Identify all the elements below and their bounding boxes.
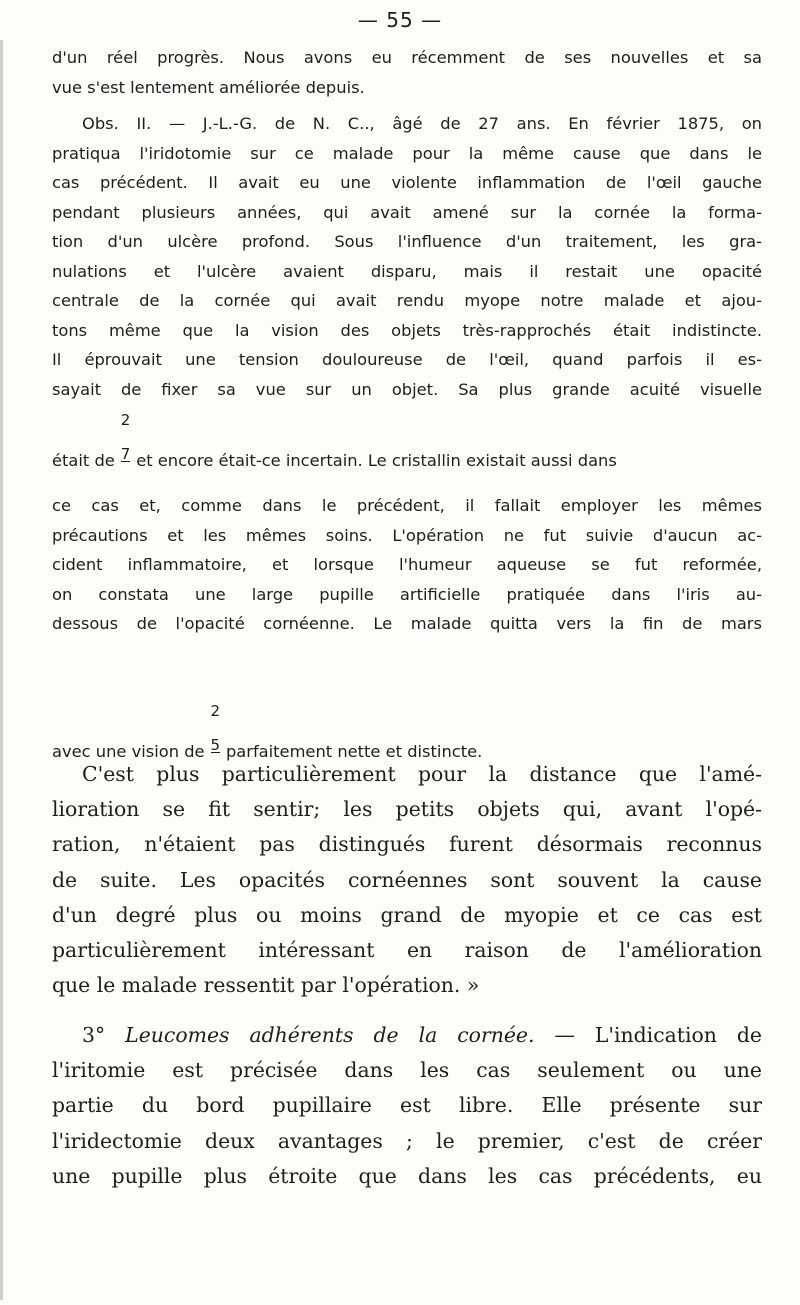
text-line: l'iritomie est précisée dans les cas seulement ou une bbox=[52, 1058, 762, 1083]
text-line: tons même que la vision des objets très-rapprochés était indistincte. bbox=[52, 320, 762, 340]
text-line: vue s'est lentement améliorée depuis. bbox=[52, 77, 365, 97]
text-line: pratiqua l'iridotomie sur ce malade pour la même cause que dans le bbox=[52, 143, 762, 163]
fraction-numerator: 2 bbox=[120, 411, 131, 429]
text-line: C'est plus particulièrement pour la distance que l'amé- bbox=[82, 762, 762, 786]
section-3-paragraph bbox=[52, 1018, 762, 1194]
text-line: cident inflammatoire, et lorsque l'humeur aqueuse se fut reformée, bbox=[52, 555, 762, 574]
fraction-line bbox=[52, 411, 762, 490]
text-line: ce cas et, comme dans le précédent, il fallait employer les mêmes bbox=[52, 496, 762, 515]
observation-paragraph bbox=[52, 109, 762, 404]
text-line: pendant plusieurs années, qui avait amené sur la cornée la forma- bbox=[52, 202, 762, 222]
text-line: que le malade ressentit par l'opération. » bbox=[52, 973, 480, 998]
text-line: sayait de fixer sa vue sur un objet. Sa plus grande acuité visuelle bbox=[52, 379, 762, 399]
fraction bbox=[120, 411, 131, 490]
text-line: l'iridectomie deux avantages ; le premier, c'est de créer bbox=[52, 1128, 762, 1153]
text-line: ration, n'étaient pas distingués furent désormais reconnus bbox=[52, 832, 762, 857]
text-line: d'un degré plus ou moins grand de myopie et ce cas est bbox=[52, 902, 762, 927]
fraction-denominator: 7 bbox=[120, 445, 131, 463]
quoted-paragraph bbox=[52, 757, 762, 1003]
section-heading-rest: — L'indication de bbox=[554, 1023, 763, 1047]
text-line: lioration se fit sentir; les petits objets qui, avant l'opé- bbox=[52, 797, 762, 822]
text-line: d'un réel progrès. Nous avons eu récemment de ses nouvelles et sa bbox=[52, 48, 762, 67]
paragraph-continuation bbox=[52, 43, 762, 102]
section-title: Leucomes adhérents de la cornée. bbox=[125, 1023, 535, 1047]
text-line: Il éprouvait une tension douloureuse de l'œil, quand parfois il es- bbox=[52, 350, 762, 369]
fraction-text-after: parfaitement nette et distincte. bbox=[225, 742, 483, 761]
fraction-text-before: était de bbox=[52, 451, 115, 470]
text-line: précautions et les mêmes soins. L'opération ne fut suivie d'aucun ac- bbox=[52, 525, 762, 545]
section-heading-line bbox=[52, 1018, 762, 1053]
text-line: centrale de la cornée qui avait rendu myope notre malade et ajou- bbox=[52, 291, 762, 310]
text-line: de suite. Les opacités cornéennes sont souvent la cause bbox=[52, 867, 762, 892]
text-line: partie du bord pupillaire est libre. Elle présente sur bbox=[52, 1093, 762, 1118]
text-line: nulations et l'ulcère avaient disparu, mais il restait une opacité bbox=[52, 261, 762, 281]
text-line: dessous de l'opacité cornéenne. Le malade quitta vers la fin de mars bbox=[52, 614, 762, 633]
text-line: on constata une large pupille artificielle pratiquée dans l'iris au- bbox=[52, 584, 762, 604]
page-number: — 55 — bbox=[357, 8, 443, 32]
text-line: particulièrement intéressant en raison de l'amélioration bbox=[52, 938, 762, 963]
section-number: 3° bbox=[82, 1023, 106, 1047]
text-line: Obs. II. — J.-L.-G. de N. C.., âgé de 27 ans. En février 1875, on bbox=[82, 114, 762, 133]
fraction-text-before: avec une vision de bbox=[52, 742, 205, 761]
fraction-text-after: et encore était-ce incertain. Le cristallin existait aussi dans bbox=[136, 451, 617, 470]
page-edge bbox=[0, 40, 3, 1300]
fraction-numerator: 2 bbox=[210, 702, 221, 720]
observation-paragraph-continued bbox=[52, 491, 762, 639]
text-line: tion d'un ulcère profond. Sous l'influence d'un traitement, les gra- bbox=[52, 232, 762, 251]
text-line: cas précédent. Il avait eu une violente inflammation de l'œil gauche bbox=[52, 173, 762, 192]
text-line: une pupille plus étroite que dans les cas précédents, eu bbox=[52, 1163, 762, 1188]
fraction-denominator: 5 bbox=[210, 736, 221, 754]
